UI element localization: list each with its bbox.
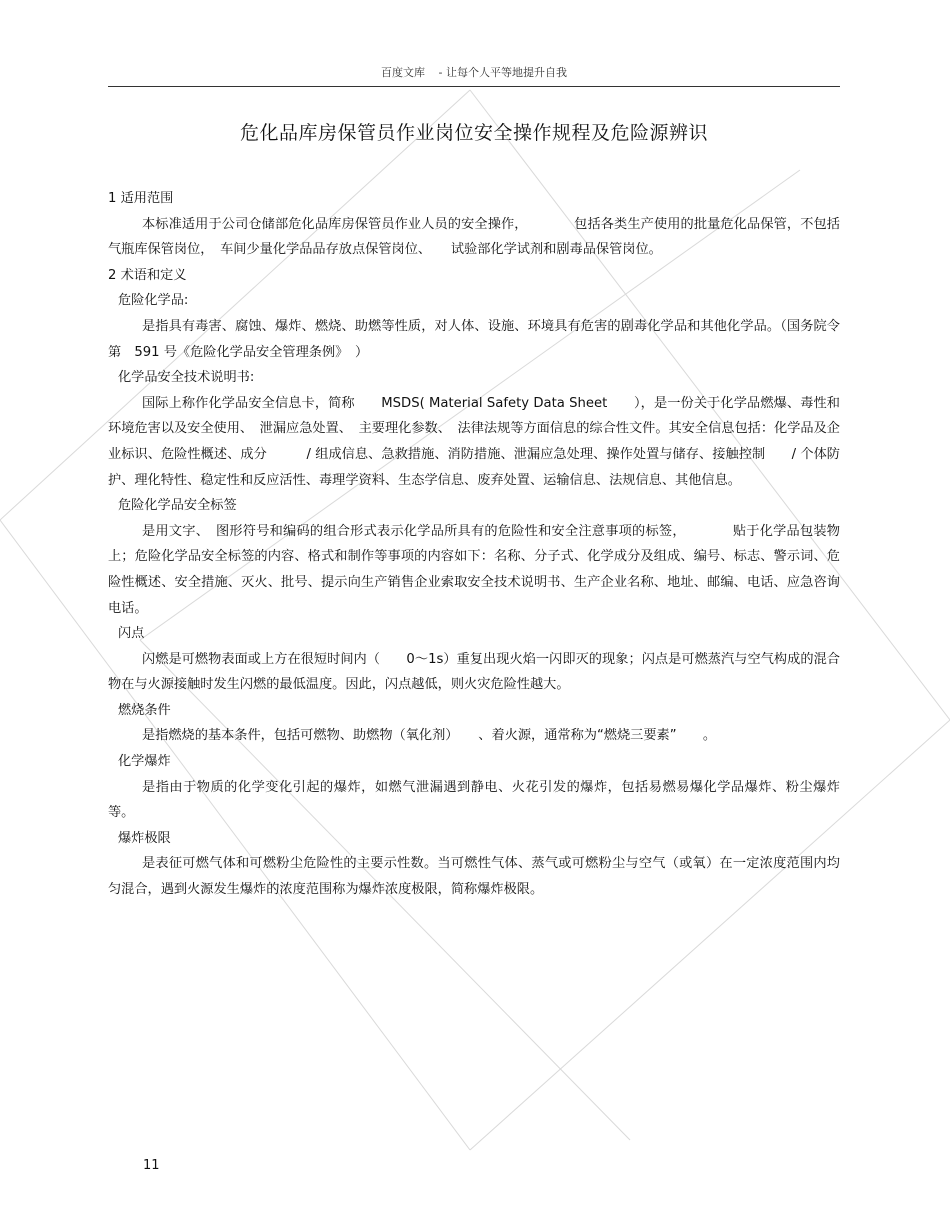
definition-hazardous-chemicals: 是指具有毒害、腐蚀、爆炸、燃烧、助燃等性质，对人体、设施、环境具有危害的剧毒化学品和其他化学品。（国务院令第 591 号《危险化学品安全管理条例》 ） [108, 318, 840, 360]
term-combustion-conditions: 燃烧条件 [118, 702, 171, 718]
definition-chemical-explosion: 是指由于物质的化学变化引起的爆炸，如燃气泄漏遇到静电、火花引发的爆炸，包括易燃易爆化学品爆炸、粉尘爆炸等。 [108, 779, 840, 821]
definition-combustion-conditions: 是指燃烧的基本条件，包括可燃物、助燃物（氧化剂） 、着火源，通常称为“燃烧三要素” 。 [142, 728, 717, 744]
scope-paragraph: 本标准适用于公司仓储部危化品库房保管员作业人员的安全操作， 包括各类生产使用的批量危化品保管，不包括气瓶库保管岗位， 车间少量化学品品存放点保管岗位、 试验部化学试剂和剧毒品保管岗位。 [108, 216, 840, 258]
term-flash-point: 闪点 [118, 626, 145, 642]
definition-safety-label: 是用文字、 图形符号和编码的组合形式表示化学品所具有的危险性和安全注意事项的标签， 贴于化学品包装物上；危险化学品安全标签的内容、格式和制作等事项的内容如下：名称、分子式、化学成分及组成、编号、标志、警示词、危险性概述、安全措施、灭火、批号、提示向生产销售企业索取安全技术说明书、生产企业名称、地址、邮编、电话、应急咨询电话。 [108, 523, 840, 616]
term-chemical-explosion: 化学爆炸 [118, 754, 171, 770]
term-explosion-limit: 爆炸极限 [118, 830, 171, 846]
document-body [108, 186, 840, 903]
header-divider [108, 86, 840, 87]
page-header [108, 64, 840, 80]
term-msds: 化学品安全技术说明书: [118, 370, 255, 386]
term-hazardous-chemicals: 危险化学品: [118, 293, 189, 309]
section-heading-scope: 1 适用范围 [108, 191, 174, 206]
document-title: 危化品库房保管员作业岗位安全操作规程及危险源辨识 [239, 122, 708, 144]
definition-flash-point: 闪燃是可燃物表面或上方在很短时间内（ 0～1s）重复出现火焰一闪即灭的现象；闪点是可燃蒸汽与空气构成的混合物在与火源接触时发生闪燃的最低温度。因此，闪点越低，则火灾危险性越大。 [108, 651, 840, 693]
definition-explosion-limit: 是表征可燃气体和可燃粉尘危险性的主要示性数。当可燃性气体、蒸气或可燃粉尘与空气（或氧）在一定浓度范围内均匀混合，遇到火源发生爆炸的浓度范围称为爆炸浓度极限，简称爆炸极限。 [108, 856, 840, 898]
page-number: 11 [143, 1158, 160, 1173]
header-site: 百度文库 [381, 66, 426, 79]
header-slogan: - 让每个人平等地提升自我 [438, 66, 567, 79]
term-safety-label: 危险化学品安全标签 [118, 498, 237, 514]
section-heading-terms: 2 术语和定义 [108, 267, 187, 283]
definition-msds: 国际上称作化学品安全信息卡，简称 MSDS( Material Safety Data Sheet ），是一份关于化学品燃爆、毒性和环境危害以及安全使用、 泄漏应急处置、 主要理化参数、 法律法规等方面信息的综合性文件。其安全信息包括：化学品及企业标识、危险性概述、成分 / 组成信息、急救措施、消防措施、泄漏应急处理、操作处置与储存、接触控制 / 个体防护、理化特性、稳定性和反应活性、毒理学资料、生态学信息、废弃处置、运输信息、法规信息、其他信息。 [108, 395, 840, 488]
